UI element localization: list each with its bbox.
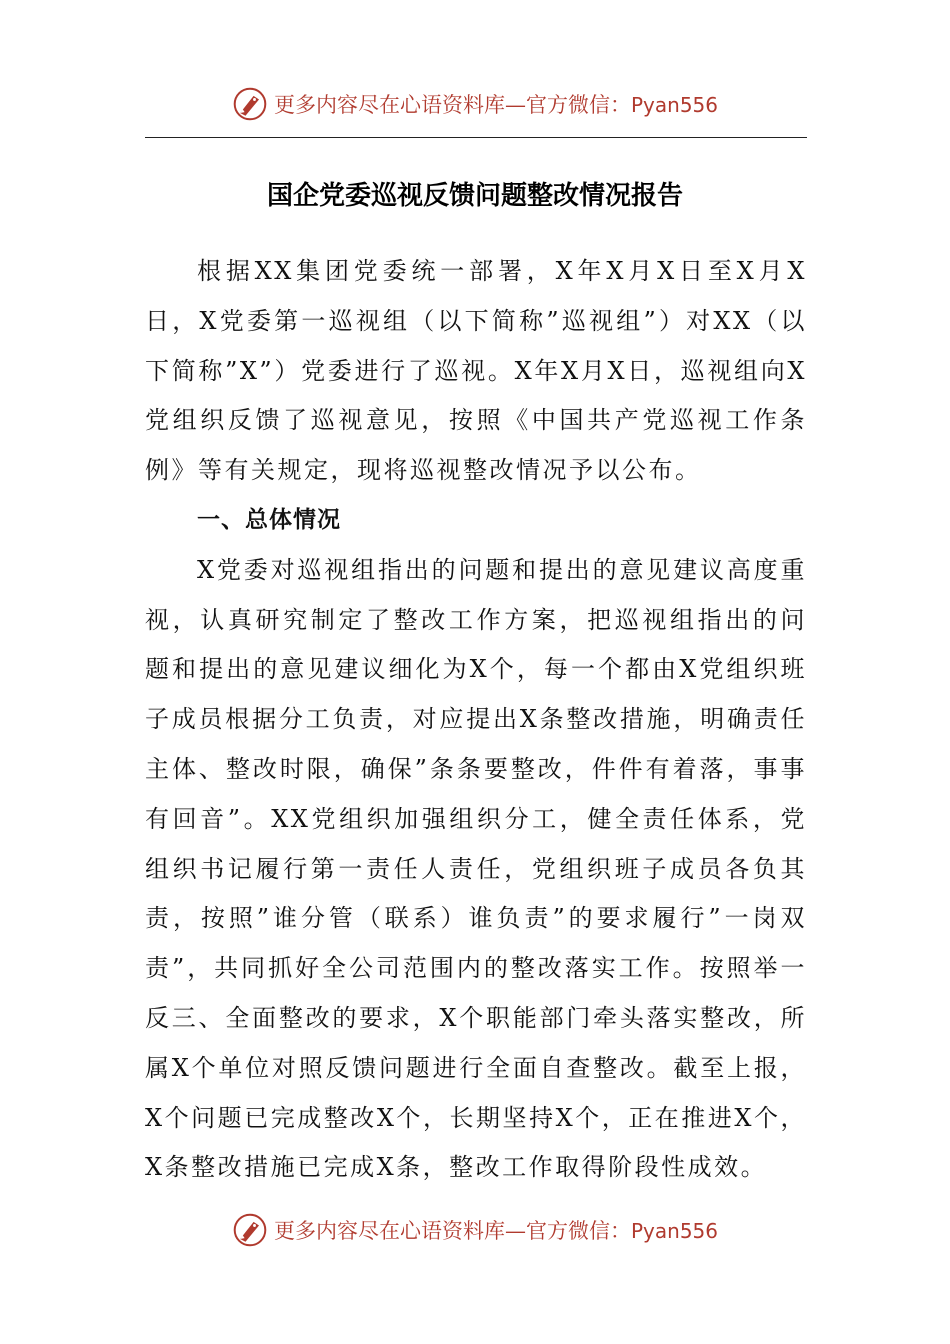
watermark-text bbox=[274, 1215, 718, 1245]
intro-paragraph: 根据XX集团党委统一部署，X年X月X日至X月X日，X党委第一巡视组（以下简称”巡视组”）对XX（以下简称”X”）党委进行了巡视。X年X月X日，巡视组向X党组织反馈了巡视意见，按照《中国共产党巡视工作条例》等有关规定，现将巡视整改情况予以公布。 bbox=[145, 257, 807, 485]
watermark-text-cn: 更多内容尽在心语资料库—官方微信： bbox=[273, 93, 631, 117]
footer-watermark bbox=[0, 1208, 950, 1252]
header-divider bbox=[145, 137, 807, 138]
header-watermark bbox=[0, 82, 950, 126]
section-paragraph: X党委对巡视组指出的问题和提出的意见建议高度重视，认真研究制定了整改工作方案，把巡视组指出的问题和提出的意见建议细化为X个，每一个都由X党组织班子成员根据分工负责，对应提出X条整改措施，明确责任主体、整改时限，确保”条条要整改，件件有着落，事事有回音”。XX党组织加强组织分工，健全责任体系，党组织书记履行第一责任人责任，党组织班子成员各负其责，按照”谁分管（联系）谁负责”的要求履行”一岗双责”，共同抓好全公司范围内的整改落实工作。按照举一反三、全面整改的要求，X个职能部门牵头落实整改，所属X个单位对照反馈问题进行全面自查整改。截至上报，X个问题已完成整改X个，长期坚持X个，正在推进X个，X条整改措施已完成X条，整改工作取得阶段性成效。 bbox=[145, 555, 807, 1182]
pen-nib-logo-icon bbox=[232, 86, 268, 122]
document-title: 国企党委巡视反馈问题整改情况报告 bbox=[266, 181, 683, 211]
section-heading: 一、总体情况 bbox=[197, 506, 341, 533]
watermark-text-latin: Pyan556 bbox=[630, 1219, 718, 1243]
watermark-text bbox=[274, 89, 718, 119]
watermark-text-latin: Pyan556 bbox=[630, 93, 718, 117]
pen-nib-logo-icon bbox=[232, 1212, 268, 1248]
watermark-text-cn: 更多内容尽在心语资料库—官方微信： bbox=[273, 1219, 631, 1243]
document-body bbox=[145, 247, 807, 1193]
